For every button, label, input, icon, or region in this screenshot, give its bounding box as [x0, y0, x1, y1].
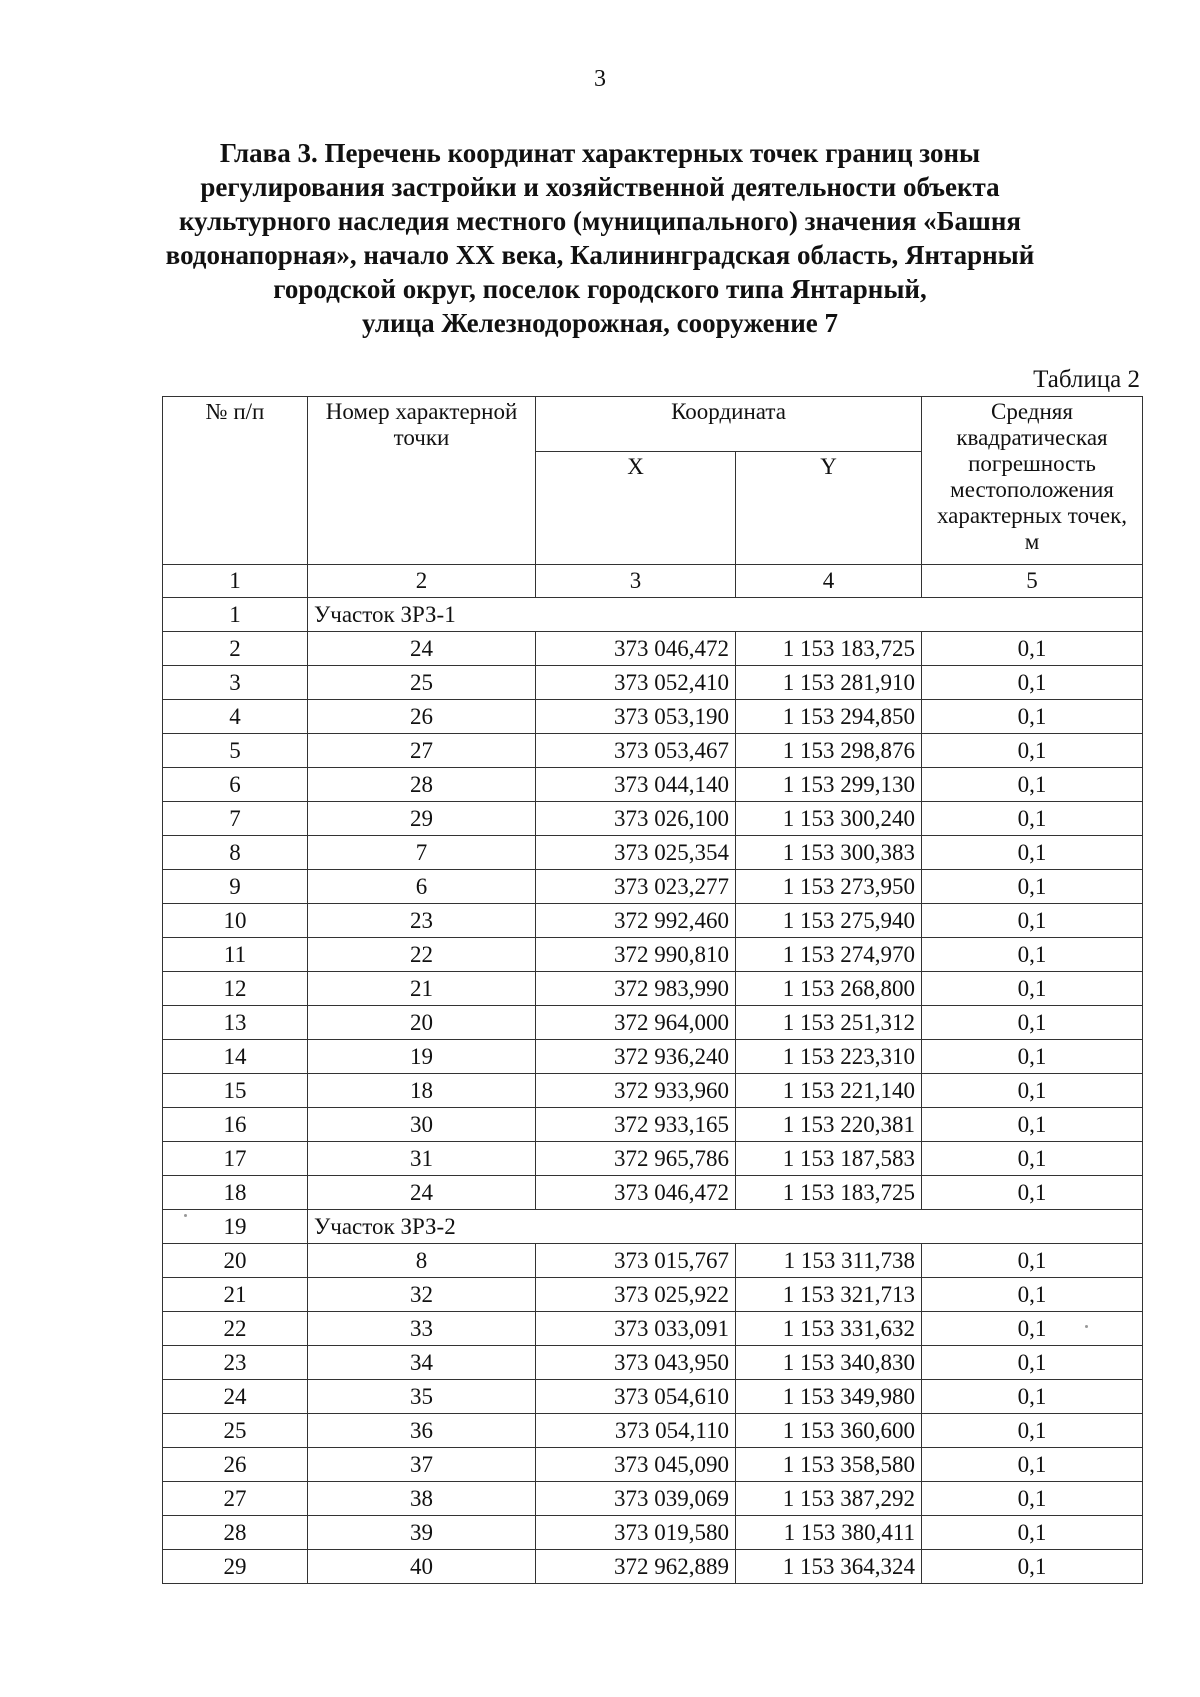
x-coordinate-cell: 373 053,190: [536, 700, 736, 734]
coordinates-table: [162, 396, 1143, 1584]
table-row: [163, 802, 1143, 836]
y-coordinate-cell: 1 153 300,240: [736, 802, 922, 836]
point-number-cell: 33: [308, 1312, 536, 1346]
table-row: [163, 1278, 1143, 1312]
column-number: 2: [308, 565, 536, 598]
chapter-title-line: улица Железнодорожная, сооружение 7: [362, 308, 838, 338]
y-coordinate-cell: 1 153 183,725: [736, 1176, 922, 1210]
x-coordinate-cell: 372 964,000: [536, 1006, 736, 1040]
x-coordinate-cell: 373 053,467: [536, 734, 736, 768]
row-number-cell: 26: [163, 1448, 308, 1482]
table-row: [163, 734, 1143, 768]
table-header: [163, 397, 1143, 598]
table-row: [163, 1550, 1143, 1584]
row-number-cell: 28: [163, 1516, 308, 1550]
table-row: [163, 1380, 1143, 1414]
y-coordinate-cell: 1 153 331,632: [736, 1312, 922, 1346]
point-number-cell: 34: [308, 1346, 536, 1380]
chapter-title-line: водонапорная», начало XX века, Калининградская область, Янтарный: [165, 240, 1035, 270]
point-number-cell: 31: [308, 1142, 536, 1176]
row-number-cell: 3: [163, 666, 308, 700]
row-number-cell: 16: [163, 1108, 308, 1142]
table-row: [163, 1108, 1143, 1142]
row-number-cell: 7: [163, 802, 308, 836]
header-point-number: Номер характерной точки: [308, 397, 536, 565]
x-coordinate-cell: 373 043,950: [536, 1346, 736, 1380]
table-row: [163, 972, 1143, 1006]
table-row: [163, 1006, 1143, 1040]
y-coordinate-cell: 1 153 294,850: [736, 700, 922, 734]
x-coordinate-cell: 372 965,786: [536, 1142, 736, 1176]
row-number-cell: 24: [163, 1380, 308, 1414]
x-coordinate-cell: 373 025,354: [536, 836, 736, 870]
point-number-cell: 7: [308, 836, 536, 870]
mean-error-cell: 0,1: [922, 768, 1143, 802]
row-number-cell: 29: [163, 1550, 308, 1584]
table-row: [163, 700, 1143, 734]
chapter-title: [150, 136, 1050, 340]
point-number-cell: 38: [308, 1482, 536, 1516]
y-coordinate-cell: 1 153 281,910: [736, 666, 922, 700]
section-row: [163, 1210, 1143, 1244]
y-coordinate-cell: 1 153 223,310: [736, 1040, 922, 1074]
mean-error-cell: 0,1: [922, 972, 1143, 1006]
x-coordinate-cell: 372 983,990: [536, 972, 736, 1006]
table-row: [163, 870, 1143, 904]
y-coordinate-cell: 1 153 251,312: [736, 1006, 922, 1040]
x-coordinate-cell: 373 015,767: [536, 1244, 736, 1278]
mean-error-cell: 0,1: [922, 836, 1143, 870]
table-row: [163, 1312, 1143, 1346]
mean-error-cell: 0,1: [922, 1550, 1143, 1584]
scan-speck: [1085, 1325, 1088, 1328]
y-coordinate-cell: 1 153 311,738: [736, 1244, 922, 1278]
row-number-cell: 5: [163, 734, 308, 768]
y-coordinate-cell: 1 153 349,980: [736, 1380, 922, 1414]
section-label-cell: Участок ЗРЗ-2: [308, 1210, 1143, 1244]
y-coordinate-cell: 1 153 187,583: [736, 1142, 922, 1176]
table-row: [163, 1176, 1143, 1210]
row-number-cell: 2: [163, 632, 308, 666]
table-row: [163, 632, 1143, 666]
row-number-cell: 19: [163, 1210, 308, 1244]
table-row: [163, 904, 1143, 938]
table-row: [163, 1040, 1143, 1074]
chapter-title-line: городской округ, поселок городского типа Янтарный,: [273, 274, 927, 304]
y-coordinate-cell: 1 153 358,580: [736, 1448, 922, 1482]
y-coordinate-cell: 1 153 275,940: [736, 904, 922, 938]
point-number-cell: 29: [308, 802, 536, 836]
point-number-cell: 37: [308, 1448, 536, 1482]
x-coordinate-cell: 373 019,580: [536, 1516, 736, 1550]
x-coordinate-cell: 372 990,810: [536, 938, 736, 972]
y-coordinate-cell: 1 153 298,876: [736, 734, 922, 768]
header-coordinate: Координата: [536, 397, 922, 452]
mean-error-cell: 0,1: [922, 1040, 1143, 1074]
mean-error-cell: 0,1: [922, 1448, 1143, 1482]
x-coordinate-cell: 373 045,090: [536, 1448, 736, 1482]
row-number-cell: 21: [163, 1278, 308, 1312]
table-row: [163, 1142, 1143, 1176]
table-body: [163, 598, 1143, 1584]
mean-error-cell: 0,1: [922, 700, 1143, 734]
mean-error-cell: 0,1: [922, 1278, 1143, 1312]
x-coordinate-cell: 373 044,140: [536, 768, 736, 802]
table-row: [163, 938, 1143, 972]
mean-error-cell: 0,1: [922, 938, 1143, 972]
table-row: [163, 1346, 1143, 1380]
y-coordinate-cell: 1 153 321,713: [736, 1278, 922, 1312]
mean-error-cell: 0,1: [922, 1516, 1143, 1550]
row-number-cell: 17: [163, 1142, 308, 1176]
mean-error-cell: 0,1: [922, 1074, 1143, 1108]
header-y: Y: [736, 452, 922, 565]
column-number: 3: [536, 565, 736, 598]
table-row: [163, 1244, 1143, 1278]
column-number: 1: [163, 565, 308, 598]
x-coordinate-cell: 373 023,277: [536, 870, 736, 904]
point-number-cell: 40: [308, 1550, 536, 1584]
point-number-cell: 23: [308, 904, 536, 938]
point-number-cell: 20: [308, 1006, 536, 1040]
x-coordinate-cell: 373 046,472: [536, 632, 736, 666]
row-number-cell: 10: [163, 904, 308, 938]
x-coordinate-cell: 373 025,922: [536, 1278, 736, 1312]
point-number-cell: 28: [308, 768, 536, 802]
row-number-cell: 6: [163, 768, 308, 802]
x-coordinate-cell: 373 026,100: [536, 802, 736, 836]
mean-error-cell: 0,1: [922, 1244, 1143, 1278]
x-coordinate-cell: 373 054,610: [536, 1380, 736, 1414]
mean-error-cell: 0,1: [922, 1142, 1143, 1176]
point-number-cell: 35: [308, 1380, 536, 1414]
row-number-cell: 18: [163, 1176, 308, 1210]
y-coordinate-cell: 1 153 387,292: [736, 1482, 922, 1516]
row-number-cell: 11: [163, 938, 308, 972]
point-number-cell: 24: [308, 632, 536, 666]
mean-error-cell: 0,1: [922, 870, 1143, 904]
point-number-cell: 25: [308, 666, 536, 700]
chapter-title-line: регулирования застройки и хозяйственной деятельности объекта: [200, 172, 1000, 202]
y-coordinate-cell: 1 153 380,411: [736, 1516, 922, 1550]
table-row: [163, 768, 1143, 802]
mean-error-cell: 0,1: [922, 1006, 1143, 1040]
point-number-cell: 36: [308, 1414, 536, 1448]
row-number-cell: 25: [163, 1414, 308, 1448]
mean-error-cell: 0,1: [922, 1176, 1143, 1210]
row-number-cell: 12: [163, 972, 308, 1006]
row-number-cell: 14: [163, 1040, 308, 1074]
x-coordinate-cell: 373 046,472: [536, 1176, 736, 1210]
mean-error-cell: 0,1: [922, 666, 1143, 700]
row-number-cell: 13: [163, 1006, 308, 1040]
mean-error-cell: 0,1: [922, 734, 1143, 768]
row-number-cell: 22: [163, 1312, 308, 1346]
y-coordinate-cell: 1 153 268,800: [736, 972, 922, 1006]
table-caption: Таблица 2: [1033, 366, 1140, 393]
point-number-cell: 22: [308, 938, 536, 972]
y-coordinate-cell: 1 153 183,725: [736, 632, 922, 666]
scan-speck: [184, 1214, 187, 1217]
section-row: [163, 598, 1143, 632]
x-coordinate-cell: 372 933,960: [536, 1074, 736, 1108]
x-coordinate-cell: 373 033,091: [536, 1312, 736, 1346]
x-coordinate-cell: 373 054,110: [536, 1414, 736, 1448]
x-coordinate-cell: 372 992,460: [536, 904, 736, 938]
y-coordinate-cell: 1 153 360,600: [736, 1414, 922, 1448]
row-number-cell: 8: [163, 836, 308, 870]
page-number: 3: [594, 66, 606, 92]
mean-error-cell: 0,1: [922, 802, 1143, 836]
point-number-cell: 30: [308, 1108, 536, 1142]
mean-error-cell: 0,1: [922, 1108, 1143, 1142]
column-number: 5: [922, 565, 1143, 598]
row-number-cell: 9: [163, 870, 308, 904]
chapter-title-line: культурного наследия местного (муниципального) значения «Башня: [179, 206, 1021, 236]
header-mean-error: Средняя квадратическая погрешность местоположения характерных точек, м: [922, 397, 1143, 565]
table-row: [163, 1448, 1143, 1482]
table-row: [163, 1074, 1143, 1108]
point-number-cell: 18: [308, 1074, 536, 1108]
y-coordinate-cell: 1 153 221,140: [736, 1074, 922, 1108]
x-coordinate-cell: 373 052,410: [536, 666, 736, 700]
point-number-cell: 26: [308, 700, 536, 734]
y-coordinate-cell: 1 153 364,324: [736, 1550, 922, 1584]
point-number-cell: 8: [308, 1244, 536, 1278]
y-coordinate-cell: 1 153 273,950: [736, 870, 922, 904]
x-coordinate-cell: 372 962,889: [536, 1550, 736, 1584]
row-number-cell: 27: [163, 1482, 308, 1516]
row-number-cell: 23: [163, 1346, 308, 1380]
mean-error-cell: 0,1: [922, 1312, 1143, 1346]
point-number-cell: 39: [308, 1516, 536, 1550]
mean-error-cell: 0,1: [922, 1346, 1143, 1380]
mean-error-cell: 0,1: [922, 632, 1143, 666]
x-coordinate-cell: 372 933,165: [536, 1108, 736, 1142]
table-row: [163, 1414, 1143, 1448]
mean-error-cell: 0,1: [922, 904, 1143, 938]
row-number-cell: 4: [163, 700, 308, 734]
table-row: [163, 666, 1143, 700]
table-row: [163, 1482, 1143, 1516]
x-coordinate-cell: 372 936,240: [536, 1040, 736, 1074]
y-coordinate-cell: 1 153 220,381: [736, 1108, 922, 1142]
table-row: [163, 1516, 1143, 1550]
table-row: [163, 836, 1143, 870]
x-coordinate-cell: 373 039,069: [536, 1482, 736, 1516]
point-number-cell: 19: [308, 1040, 536, 1074]
section-label-cell: Участок ЗРЗ-1: [308, 598, 1143, 632]
column-number: 4: [736, 565, 922, 598]
row-number-cell: 15: [163, 1074, 308, 1108]
mean-error-cell: 0,1: [922, 1482, 1143, 1516]
chapter-title-line: Глава 3. Перечень координат характерных точек границ зоны: [219, 138, 981, 168]
mean-error-cell: 0,1: [922, 1414, 1143, 1448]
header-num: № п/п: [163, 397, 308, 565]
point-number-cell: 32: [308, 1278, 536, 1312]
point-number-cell: 27: [308, 734, 536, 768]
point-number-cell: 24: [308, 1176, 536, 1210]
y-coordinate-cell: 1 153 274,970: [736, 938, 922, 972]
point-number-cell: 6: [308, 870, 536, 904]
mean-error-cell: 0,1: [922, 1380, 1143, 1414]
y-coordinate-cell: 1 153 340,830: [736, 1346, 922, 1380]
row-number-cell: 1: [163, 598, 308, 632]
row-number-cell: 20: [163, 1244, 308, 1278]
y-coordinate-cell: 1 153 299,130: [736, 768, 922, 802]
y-coordinate-cell: 1 153 300,383: [736, 836, 922, 870]
point-number-cell: 21: [308, 972, 536, 1006]
header-x: X: [536, 452, 736, 565]
